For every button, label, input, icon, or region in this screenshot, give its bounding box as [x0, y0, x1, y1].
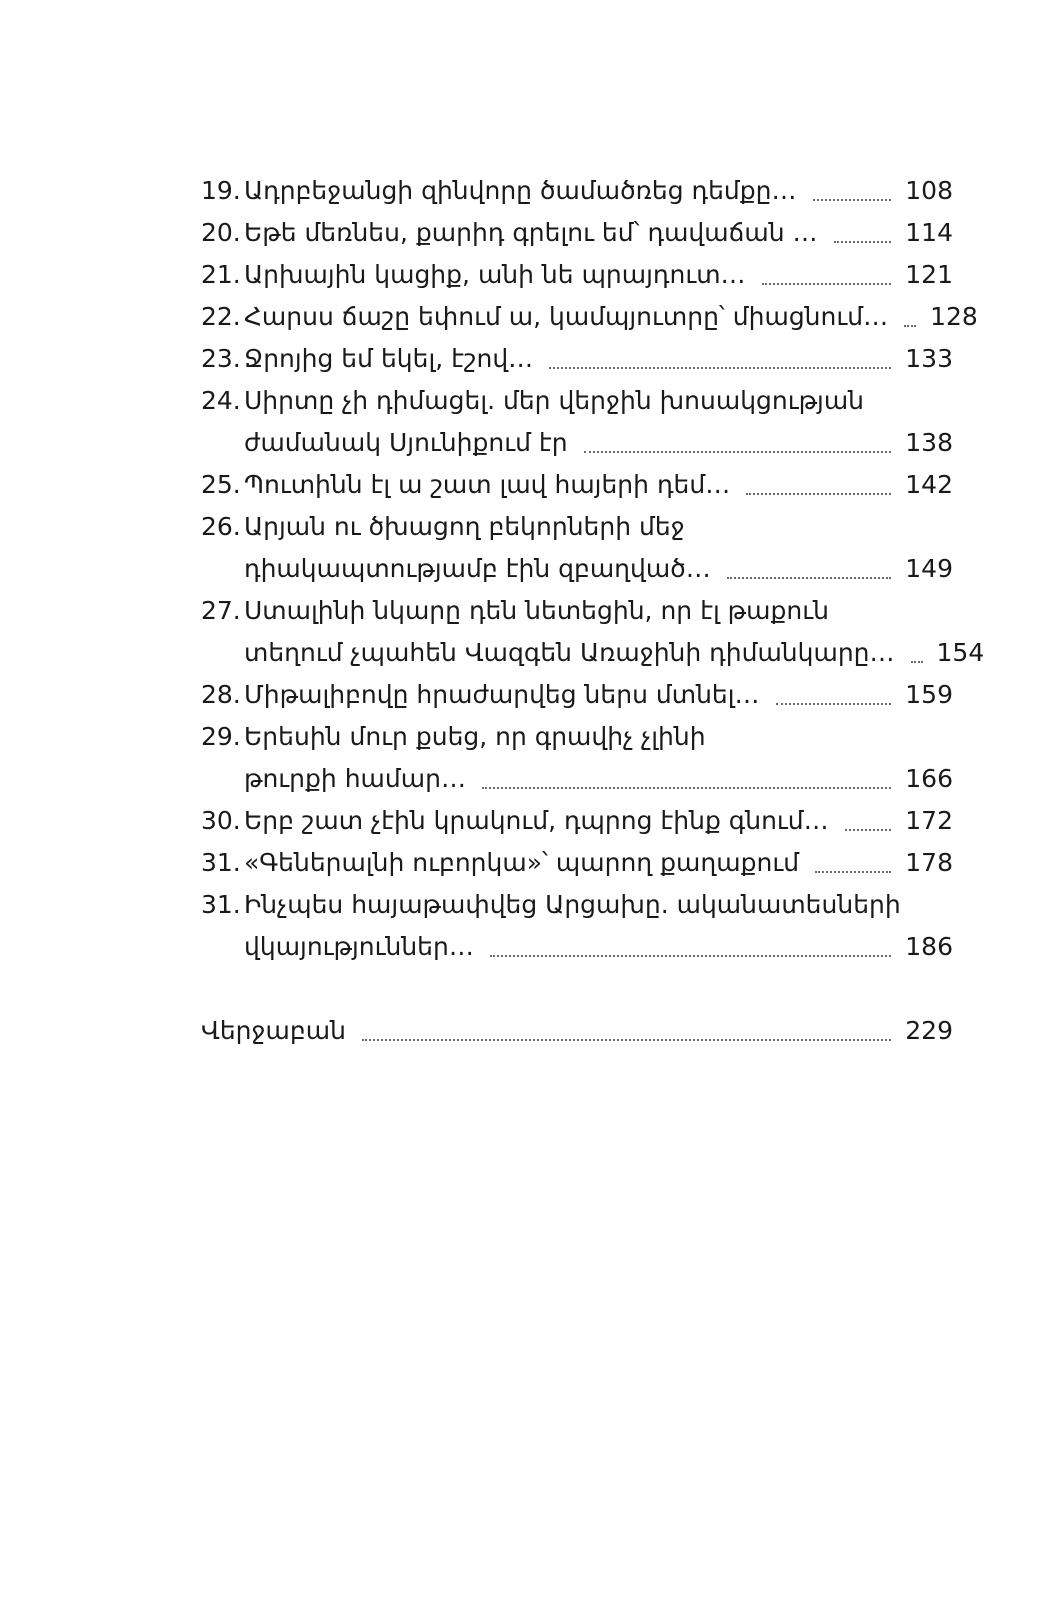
entry-title-continued: թուրքի համար…	[244, 764, 466, 793]
entry-title-continued: վկայություններ…	[244, 932, 474, 961]
entry-number: 24.	[201, 386, 241, 415]
entry-title: Հարսս ճաշը եփում ա, կամպյուտրը՝ միացնում…	[244, 302, 889, 331]
dot-leader	[482, 787, 891, 789]
toc-entry-20[interactable]	[201, 212, 953, 254]
entry-title: Արխային կացիք, անի նե պրայդուտ…	[244, 260, 746, 289]
entry-title: Ինչպես հայաթափվեց Արցախը. ականատեսների	[244, 890, 901, 919]
afterword-page-number: 229	[905, 1016, 953, 1045]
entry-number: 27.	[201, 596, 241, 625]
toc-entry-31[interactable]	[201, 842, 953, 884]
entry-title: Ջրոյից եմ եկել, էշով…	[244, 344, 534, 373]
dot-leader	[490, 955, 891, 957]
dot-leader	[549, 367, 891, 369]
entry-title-continued: տեղում չպահեն Վազգեն Առաջինի դիմանկարը…	[244, 638, 895, 667]
entry-number: 31.	[201, 890, 241, 919]
dot-leader	[904, 325, 916, 327]
toc-entry-29[interactable]	[201, 716, 953, 800]
dot-leader	[746, 493, 891, 495]
entry-title: Պուտինն էլ ա շատ լավ հայերի դեմ…	[244, 470, 731, 499]
toc-entry-afterword[interactable]	[201, 1010, 953, 1052]
entry-number: 26.	[201, 512, 241, 541]
table-of-contents	[201, 170, 985, 1052]
entry-number: 23.	[201, 344, 241, 373]
toc-entry-30[interactable]	[201, 800, 953, 842]
entry-page-number: 178	[905, 848, 953, 877]
entry-title-continued: դիակապտությամբ էին զբաղված…	[244, 554, 711, 583]
toc-entry-31b[interactable]	[201, 884, 953, 968]
dot-leader	[762, 283, 892, 285]
dot-leader	[776, 703, 892, 705]
dot-leader	[911, 661, 923, 663]
entry-page-number: 108	[905, 176, 953, 205]
toc-entry-22[interactable]	[201, 296, 978, 338]
entry-number: 21.	[201, 260, 241, 289]
entry-title: Ադրբեջանցի զինվորը ծամածռեց դեմքը…	[244, 176, 797, 205]
entry-number: 31.	[201, 848, 241, 877]
entry-number: 20.	[201, 218, 241, 247]
entry-page-number: 172	[905, 806, 953, 835]
entry-title: Երբ շատ չէին կրակում, դպրոց էինք գնում…	[244, 806, 829, 835]
entry-number: 22.	[201, 302, 241, 331]
toc-entry-23[interactable]	[201, 338, 953, 380]
entry-page-number: 133	[905, 344, 953, 373]
entry-title: Միթալիբովը հրաժարվեց ներս մտնել…	[244, 680, 760, 709]
toc-entry-25[interactable]	[201, 464, 953, 506]
dot-leader	[727, 577, 891, 579]
entry-page-number: 142	[905, 470, 953, 499]
entry-page-number: 121	[905, 260, 953, 289]
dot-leader	[813, 199, 892, 201]
entry-number: 28.	[201, 680, 241, 709]
entry-title: «Գեներալնի ուբորկա»՝ պարող քաղաքում	[244, 848, 800, 877]
entry-title: Արյան ու ծխացող բեկորների մեջ	[244, 512, 685, 541]
entry-number: 29.	[201, 722, 241, 751]
entry-title: Եթե մեռնես, քարիդ գրելու եմ՝ դավաճան …	[244, 218, 818, 247]
entry-page-number: 128	[930, 302, 978, 331]
entry-page-number: 114	[905, 218, 953, 247]
toc-entry-24[interactable]	[201, 380, 953, 464]
entry-page-number: 138	[905, 428, 953, 457]
entry-number: 19.	[201, 176, 241, 205]
entry-number: 25.	[201, 470, 241, 499]
dot-leader	[815, 871, 891, 873]
afterword-title: Վերջաբան	[201, 1016, 346, 1045]
dot-leader	[362, 1039, 891, 1041]
entry-title-continued: ժամանակ Սյունիքում էր	[244, 428, 568, 457]
toc-entry-26[interactable]	[201, 506, 953, 590]
dot-leader	[584, 451, 892, 453]
toc-entry-27[interactable]	[201, 590, 985, 674]
entry-page-number: 166	[905, 764, 953, 793]
entry-number: 30.	[201, 806, 241, 835]
entry-page-number: 149	[905, 554, 953, 583]
entry-title: Ստալինի նկարը դեն նետեցին, որ էլ թաքուն	[244, 596, 829, 625]
entry-title: Սիրտը չի դիմացել. մեր վերջին խոսակցության	[244, 386, 865, 415]
toc-entry-28[interactable]	[201, 674, 953, 716]
entry-page-number: 154	[936, 638, 985, 667]
entry-title: Երեսին մուր քսեց, որ գրավիչ չլինի	[244, 722, 706, 751]
dot-leader	[845, 829, 892, 831]
entry-page-number: 186	[905, 932, 953, 961]
entry-page-number: 159	[905, 680, 953, 709]
toc-entry-19[interactable]	[201, 170, 953, 212]
toc-entry-21[interactable]	[201, 254, 953, 296]
dot-leader	[834, 241, 892, 243]
